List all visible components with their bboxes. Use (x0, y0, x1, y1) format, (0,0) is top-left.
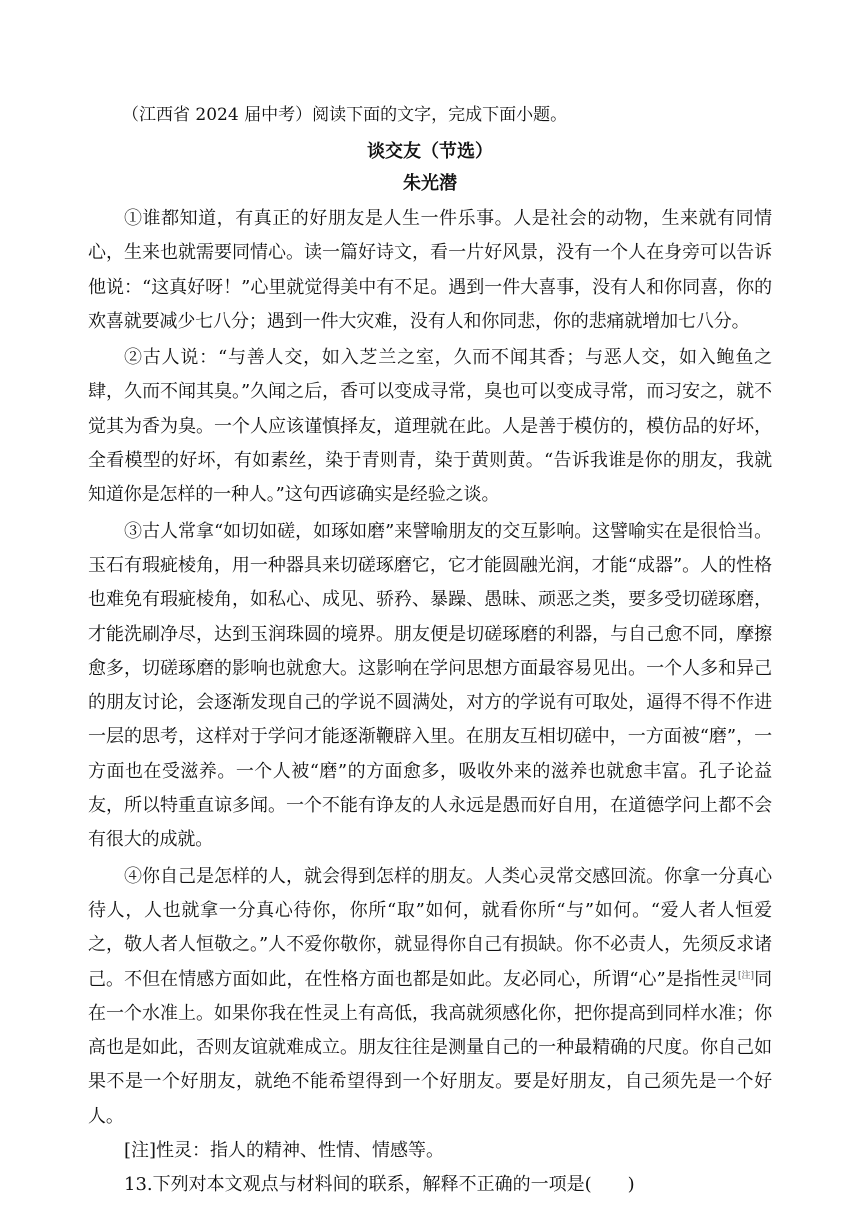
paragraph-4-part-1: ④你自己是怎样的人，就会得到怎样的朋友。人类心灵常交感回流。你拿一分真心待人，人也就拿一分真心待你，你所“取”如何，就看你所“与”如何。“爱人者人恒爱之，敬人者人恒敬之。”人不爱你敬你，就显得你自己有损缺。你不必责人，先须反求诸己。不但在情感方面如此，在性格方面也都是如此。友必同心，所谓“心”是指性灵 (88, 865, 772, 990)
exam-intro: （江西省 2024 届中考）阅读下面的文字，完成下面小题。 (122, 105, 568, 125)
paragraph-4 (88, 860, 772, 1134)
article-title: 谈交友（节选） (367, 141, 493, 162)
question-13: 13.下列对本文观点与材料间的联系，解释不正确的一项是( ) (124, 1174, 635, 1196)
footnote-mark: [注] (737, 970, 754, 981)
paragraph-4-part-2: 同在一个水准上。如果你我在性灵上有高低，我高就须感化你，把你提高到同样水准；你高也是如此，否则友谊就难成立。朋友往往是测量自己的一种最精确的尺度。你自己如果不是一个好朋友，就绝不能希望得到一个好朋友。要是好朋友，自己须先是一个好人。 (88, 968, 772, 1127)
document-content (88, 101, 772, 1202)
footnote-note: [注]性灵：指人的精神、性情、情感等。 (124, 1140, 445, 1162)
article-author: 朱光潜 (403, 173, 457, 194)
paragraph-3: ③古人常拿“如切如磋，如琢如磨”来譬喻朋友的交互影响。这譬喻实在是很恰当。玉石有瑕疵棱角，用一种器具来切磋琢磨它，它才能圆融光润，才能“成器”。人的性格也难免有瑕疵棱角，如私心、成见、骄矜、暴躁、愚昧、顽恶之类，要多受切磋琢磨，才能洗刷净尽，达到玉润珠圆的境界。朋友便是切磋琢磨的利器，与自己愈不同，摩擦愈多，切磋琢磨的影响也就愈大。这影响在学问思想方面最容易见出。一个人多和异己的朋友讨论，会逐渐发现自己的学说不圆满处，对方的学说有可取处，逼得不得不作进一层的思考，这样对于学问才能逐渐鞭辟入里。在朋友互相切磋中，一方面被“磨”，一方面也在受滋养。一个人被“磨”的方面愈多，吸收外来的滋养也就愈丰富。孔子论益友，所以特重直谅多闻。一个不能有诤友的人永远是愚而好自用，在道德学问上都不会有很大的成就。 (88, 520, 772, 851)
paragraph-2: ②古人说：“与善人交，如入芝兰之室，久而不闻其香；与恶人交，如入鲍鱼之肆，久而不闻其臭。”久闻之后，香可以变成寻常，臭也可以变成寻常，而习安之，就不觉其为香为臭。一个人应该谨慎择友，道理就在此。人是善于模仿的，模仿品的好坏，全看模型的好坏，有如素丝，染于青则青，染于黄则黄。“告诉我谁是你的朋友，我就知道你是怎样的一种人。”这句西谚确实是经验之谈。 (88, 347, 772, 506)
paragraph-1: ①谁都知道，有真正的好朋友是人生一件乐事。人是社会的动物，生来就有同情心，生来也就需要同情心。读一篇好诗文，看一片好风景，没有一个人在身旁可以告诉他说：“这真好呀！”心里就觉得美中有不足。遇到一件大喜事，没有人和你同喜，你的欢喜就要减少七八分；遇到一件大灾难，没有人和你同悲，你的悲痛就增加七八分。 (88, 208, 772, 332)
